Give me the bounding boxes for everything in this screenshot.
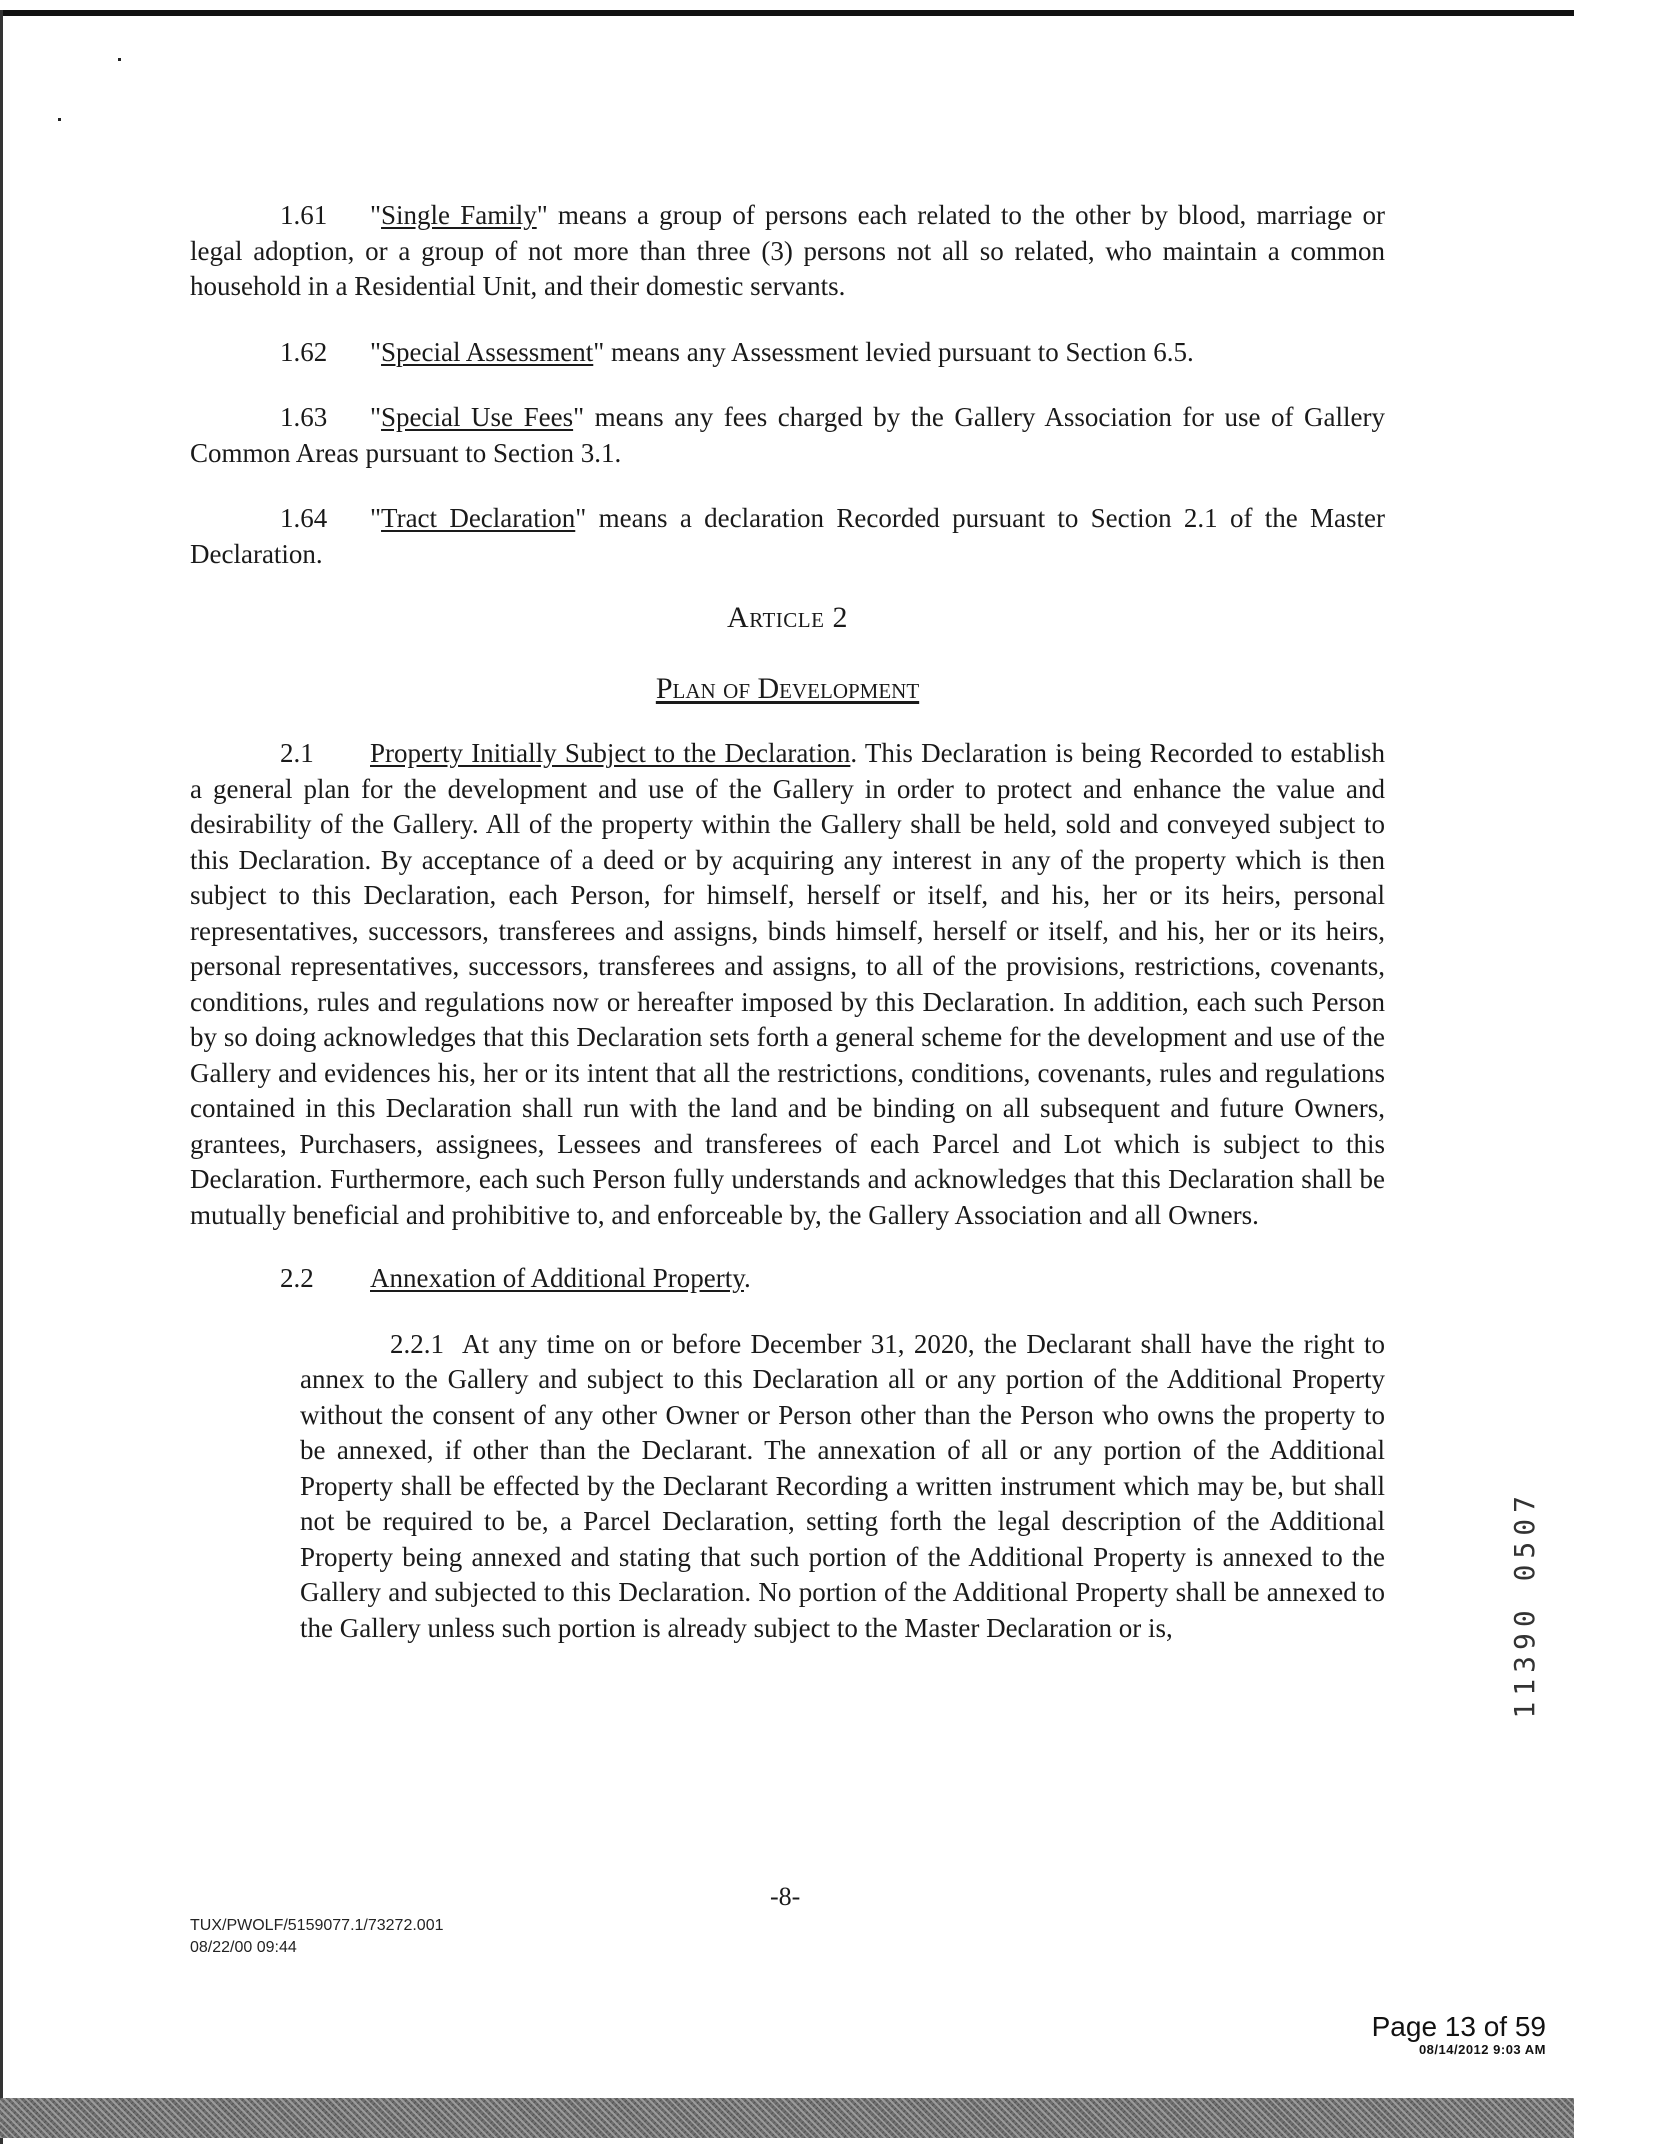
- page-number: -8-: [770, 1882, 801, 1911]
- document-reference: TUX/PWOLF/5159077.1/73272.001 08/22/00 09:44: [190, 1917, 444, 1956]
- scan-speck: [118, 58, 121, 61]
- defined-term: Tract Declaration: [381, 503, 576, 533]
- section-heading: Annexation of Additional Property: [370, 1263, 744, 1293]
- defined-term: Single Family: [381, 200, 537, 230]
- definition-1-61: 1.61 "Single Family" means a group of persons each related to the other by blood, marriage or legal adoption, or a group of not more than three (3) persons not all so related, who maintain a common household in a Residential Unit, and their domestic servants.: [190, 200, 1385, 301]
- article-subtitle: Plan of Development: [655, 671, 920, 705]
- article-title: Article 2: [727, 601, 848, 634]
- defined-term: Special Use Fees: [381, 402, 574, 432]
- scan-left-border: [0, 10, 3, 2144]
- recording-number-vertical: 11390 0507: [1508, 1490, 1541, 1719]
- scan-speck: [58, 118, 61, 121]
- section-2-2-1: 2.2.1 At any time on or before December 31, 2020, the Declarant shall have the right to annex to the Gallery and subject to this Declaration all or any portion of the Additional Property without the consent of any other Owner or Person other than the Person who owns the property to be annexed, if other than the Declarant. The annexation of all or any portion of the Additional Property shall be effected by the Declarant Recording a written instrument which may be, but shall not be required to be, a Parcel Declaration, setting forth the legal description of the Additional Property being annexed and stating that such portion of the Additional Property is annexed to the Gallery and subjected to this Declaration. No portion of the Additional Property shall be annexed to the Gallery unless such portion is already subject to the Master Declaration or is,: [300, 1328, 1385, 1643]
- section-2-1: 2.1 Property Initially Subject to the Declaration. This Declaration is being Recorded to establish a general plan for the development and use of the Gallery in order to protect and enhance the value and desirability of the Gallery. All of the property within the Gallery shall be held, sold and conveyed subject to this Declaration. By acceptance of a deed or by acquiring any interest in any of the property which is then subject to this Declaration, each Person, for himself, herself or itself, and his, her or its heirs, personal representatives, successors, transferees and assigns, binds himself, herself or itself, and his, her or its heirs, personal representatives, successors, transferees and assigns, to all of the provisions, restrictions, covenants, conditions, rules and regulations now or hereafter imposed by this Declaration. In addition, each such Person by so doing acknowledges that this Declaration sets forth a general scheme for the development and use of the Gallery and evidences his, her or its intent that all the restrictions, conditions, covenants, rules and regulations contained in this Declaration shall run with the land and be binding on all subsequent and future Owners, grantees, Purchasers, assignees, Lessees and transferees of each Parcel and Lot which is subject to this Declaration. Furthermore, each such Person fully understands and acknowledges that this Declaration shall be mutually beneficial and prohibitive to, and enforceable by, the Gallery Association and all Owners.: [190, 738, 1385, 1230]
- document-body: [190, 198, 1385, 1646]
- scan-top-border: [0, 10, 1574, 16]
- section-2-2: 2.2 Annexation of Additional Property.: [280, 1263, 751, 1293]
- scan-noise-bar: [0, 2098, 1574, 2138]
- section-heading: Property Initially Subject to the Declaration: [370, 738, 851, 768]
- definition-1-62: 1.62 "Special Assessment" means any Assessment levied pursuant to Section 6.5.: [280, 336, 1194, 367]
- definition-1-64: 1.64 "Tract Declaration" means a declaration Recorded pursuant to Section 2.1 of the Master Declaration.: [190, 503, 1385, 569]
- recorder-page-stamp: Page 13 of 59 08/14/2012 9:03 AM: [1371, 2011, 1546, 2057]
- defined-term: Special Assessment: [381, 336, 594, 367]
- definition-1-63: 1.63 "Special Use Fees" means any fees charged by the Gallery Association for use of Gallery Common Areas pursuant to Section 3.1.: [190, 402, 1386, 468]
